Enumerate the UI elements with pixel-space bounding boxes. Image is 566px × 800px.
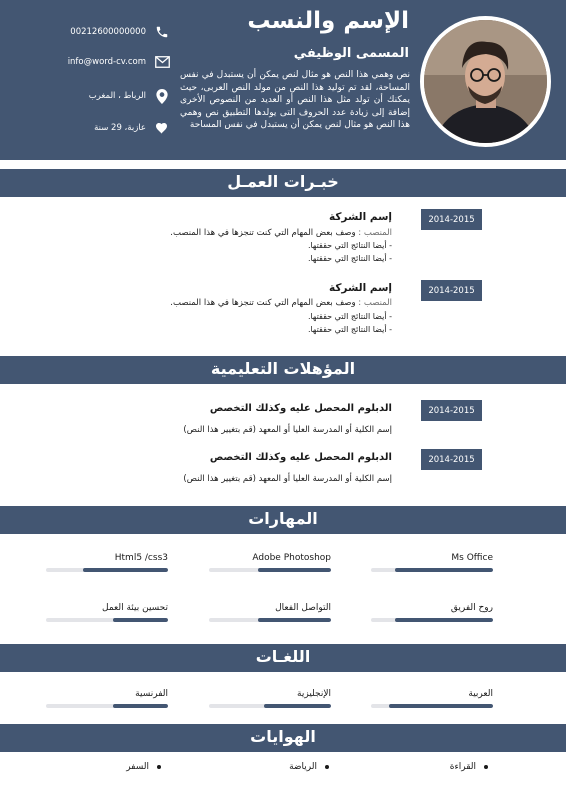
section-header-education: [0, 356, 566, 384]
school-name: إسم الكلية أو المدرسة العليا أو المعهد (قم بتغيير هذا النص): [183, 425, 392, 435]
skill-name: روح الفريق: [450, 603, 493, 613]
section-header-hobbies: [0, 724, 566, 752]
section-title: اللغـات: [255, 647, 311, 666]
skill-level-track: [209, 568, 331, 572]
skill-name: تحسين بيئة العمل: [102, 603, 168, 613]
position-text: وصف بعض المهام التي كنت تنجزها في هذا المنصب.: [170, 228, 356, 238]
section-title: المؤهلات التعليمية: [210, 359, 356, 378]
language-level-track: [46, 704, 168, 708]
skill-level-track: [209, 618, 331, 622]
bullet-icon: [325, 765, 329, 769]
date-badge: 2014-2015: [421, 280, 482, 301]
language-name: الفرنسية: [135, 689, 168, 699]
skill-level-fill: [395, 618, 493, 622]
achievement-item: - أيضا النتائج التي حققتها.: [307, 254, 392, 263]
language-level-track: [371, 704, 493, 708]
section-title: خبـرات العمـل: [227, 172, 339, 191]
skill-level-track: [371, 568, 493, 572]
marital-status-age: عازبة، 29 سنة: [94, 123, 146, 133]
language-level-fill: [113, 704, 168, 708]
contact-phone: [30, 22, 170, 42]
email-icon: [154, 54, 170, 70]
contact-status: [30, 118, 170, 138]
section-header-languages: [0, 644, 566, 672]
hobby-item: [450, 762, 488, 772]
skill-level-track: [46, 618, 168, 622]
position-text: وصف بعض المهام التي كنت تنجزها في هذا المنصب.: [170, 298, 356, 308]
position-description: [170, 298, 392, 308]
skill-level-fill: [83, 568, 168, 572]
skill-level-fill: [113, 618, 168, 622]
section-title: الهوايات: [250, 727, 316, 746]
section-header-experience: [0, 169, 566, 197]
skill-name: التواصل الفعال: [275, 603, 331, 613]
bullet-icon: [484, 765, 488, 769]
hobby-label: الرياضة: [289, 762, 317, 772]
language-name: الإنجليزية: [297, 689, 331, 699]
profile-photo-illustration: [424, 20, 547, 143]
location-pin-icon: [154, 88, 170, 104]
skill-level-fill: [395, 568, 493, 572]
language-level-track: [209, 704, 331, 708]
achievement-item: - أيضا النتائج التي حققتها.: [307, 325, 392, 334]
email-address[interactable]: info@word-cv.com: [67, 57, 146, 67]
section-header-skills: [0, 506, 566, 534]
date-badge: 2014-2015: [421, 400, 482, 421]
skill-name: Html5 /css3: [114, 553, 168, 563]
hobby-item: [126, 762, 161, 772]
phone-icon: [154, 24, 170, 40]
phone-number[interactable]: 00212600000000: [70, 27, 146, 37]
skill-level-track: [46, 568, 168, 572]
company-name: إسم الشركة: [328, 282, 392, 294]
skill-name: Ms Office: [451, 553, 493, 563]
date-badge: 2014-2015: [421, 209, 482, 230]
header-banner: [0, 0, 566, 160]
date-badge: 2014-2015: [421, 449, 482, 470]
skill-level-track: [371, 618, 493, 622]
job-title: المسمى الوظيفي: [293, 46, 409, 61]
language-level-fill: [264, 704, 331, 708]
skill-level-fill: [258, 568, 331, 572]
achievement-item: - أيضا النتائج التي حققتها.: [307, 312, 392, 321]
hobby-item: [289, 762, 329, 772]
degree-title: الدبلوم المحصل عليه وكذلك التخصص: [209, 403, 392, 414]
location-text: الرباط ، المغرب: [88, 91, 146, 101]
bullet-icon: [157, 765, 161, 769]
school-name: إسم الكلية أو المدرسة العليا أو المعهد (قم بتغيير هذا النص): [183, 474, 392, 484]
profile-summary: نص وهمي هذا النص هو مثال لنص يمكن أن يستبدل في نفس المساحة، لقد تم توليد هذا النص من مولد النص العربى، حيث يمكنك أن تولد مثل هذا النص أو العديد من النصوص الأخرى إضافة إلى زيادة عدد الحروف التى يولدها التطبيق نص وهمي هذا النص هو مثال لنص يمكن أن يستبدل في نفس المساحة: [180, 70, 410, 130]
heart-icon: [154, 120, 170, 136]
position-description: [170, 228, 392, 238]
achievement-item: - أيضا النتائج التي حققتها.: [307, 241, 392, 250]
position-label: المنصب :: [358, 228, 392, 238]
contact-email: [30, 52, 170, 72]
candidate-name: الإسم والنسب: [247, 8, 409, 34]
language-level-fill: [389, 704, 493, 708]
profile-photo: [420, 16, 551, 147]
company-name: إسم الشركة: [328, 211, 392, 223]
hobby-label: السفر: [126, 762, 149, 772]
contact-location: [30, 86, 170, 106]
language-name: العربية: [468, 689, 493, 699]
skill-name: Adobe Photoshop: [252, 553, 331, 563]
position-label: المنصب :: [358, 298, 392, 308]
skill-level-fill: [258, 618, 331, 622]
section-title: المهارات: [248, 509, 318, 528]
hobby-label: القراءة: [449, 762, 476, 772]
degree-title: الدبلوم المحصل عليه وكذلك التخصص: [209, 452, 392, 463]
